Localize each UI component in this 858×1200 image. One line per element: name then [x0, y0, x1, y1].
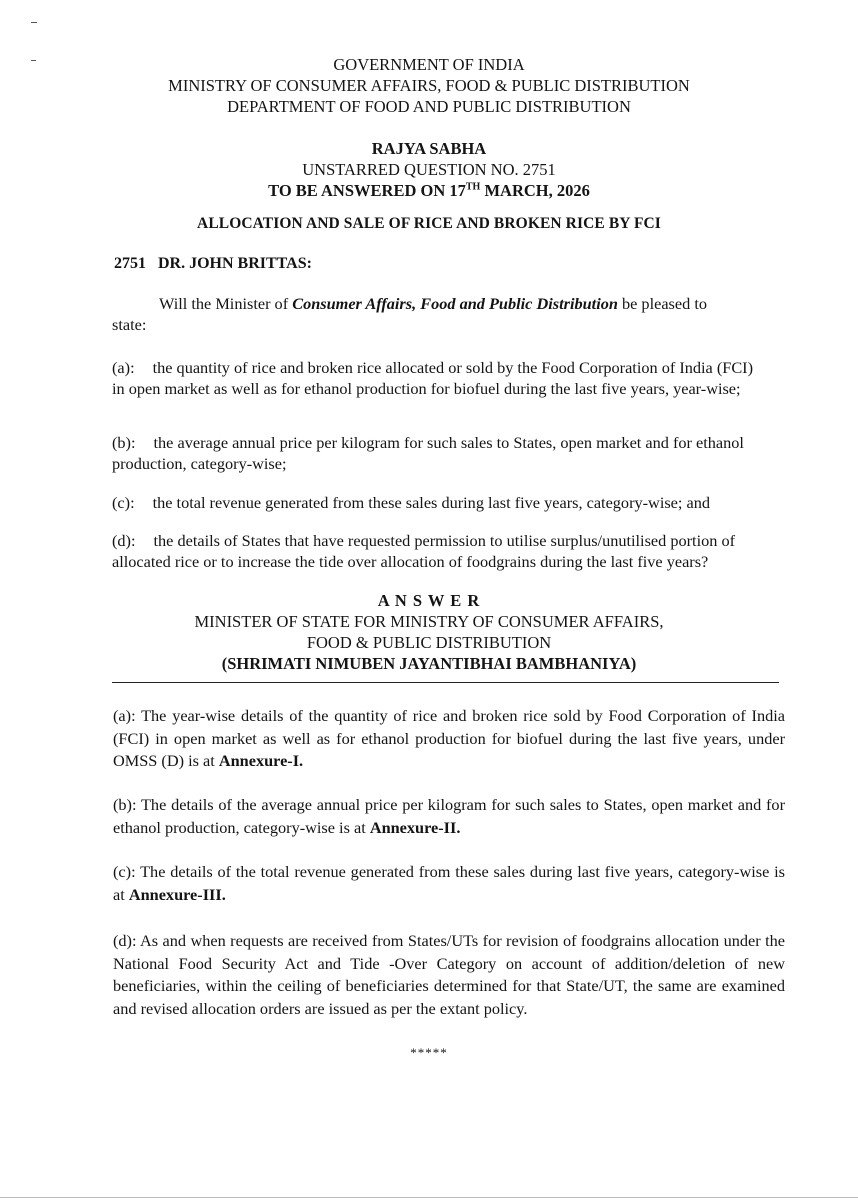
- question-part-a: [112, 357, 762, 399]
- answer-heading: A N S W E R: [377, 591, 481, 610]
- minister-name: (SHRIMATI NIMUBEN JAYANTIBHAI BAMBHANIYA): [221, 654, 637, 673]
- part-text: the average annual price per kilogram for such sales to States, open market and for ethanol production, category-wise;: [112, 433, 744, 473]
- ministry-name: Consumer Affairs, Food and Public Distribution: [292, 294, 618, 313]
- annexure-ref: Annexure-I.: [218, 751, 304, 770]
- question-number-line: UNSTARRED QUESTION NO. 2751: [302, 160, 556, 179]
- divider: [112, 682, 779, 683]
- answer-text: (b): The details of the average annual price per kilogram for such sales to States, open market and for ethanol production, category-wise is at: [113, 795, 785, 837]
- scan-edge: [0, 1197, 858, 1198]
- part-label: (d):: [112, 531, 136, 550]
- answer-part-b: [113, 794, 785, 839]
- minister-title-line2: FOOD & PUBLIC DISTRIBUTION: [306, 633, 552, 652]
- question-header: [0, 138, 858, 201]
- header-department: DEPARTMENT OF FOOD AND PUBLIC DISTRIBUTION: [227, 97, 631, 116]
- answer-part-a: [113, 705, 785, 773]
- question-subject: ALLOCATION AND SALE OF RICE AND BROKEN RICE BY FCI: [197, 215, 661, 232]
- header-ministry: MINISTRY OF CONSUMER AFFAIRS, FOOD & PUBLIC DISTRIBUTION: [168, 76, 690, 95]
- part-label: (c):: [112, 493, 135, 512]
- annexure-ref: Annexure-III.: [128, 884, 226, 904]
- government-header: [0, 54, 858, 117]
- answer-text: (a): The year-wise details of the quantity of rice and broken rice sold by Food Corporation of India (FCI) in open market as well as for ethanol production for biofuel during the last five years, under OMSS (D) is at: [113, 706, 785, 770]
- answer-date-suffix: MARCH, 2026: [480, 181, 590, 200]
- answer-part-d: [113, 930, 785, 1020]
- answer-text: (d): As and when requests are received from States/UTs for revision of foodgrains allocation under the National Food Security Act and Tide -Over Category on account of addition/deletion of new beneficiaries, within the ceiling of beneficiaries determined for that State/UT, the same are examined and revised allocation orders are issued as per the extant policy.: [113, 931, 785, 1018]
- question-member-line: [114, 255, 312, 273]
- part-text: the quantity of rice and broken rice allocated or sold by the Food Corporation of India (FCI) in open market as well as for ethanol production for biofuel during the last five years, year-wise;: [112, 358, 754, 398]
- question-number: 2751: [114, 255, 146, 272]
- part-label: (b):: [112, 433, 136, 452]
- annexure-ref: Annexure-II.: [369, 817, 461, 837]
- header-government: GOVERNMENT OF INDIA: [333, 55, 525, 74]
- intro-start: Will the Minister of: [159, 294, 293, 313]
- answer-header: [0, 590, 858, 674]
- answer-date: [0, 180, 858, 201]
- intro-line2: state:: [112, 315, 147, 334]
- answer-part-c: [113, 861, 785, 906]
- answer-date-prefix: TO BE ANSWERED ON 17: [268, 181, 466, 200]
- answer-text: (c): The details of the total revenue generated from these sales during last five years, category-wise is at: [113, 862, 785, 904]
- part-text: the total revenue generated from these sales during last five years, category-wise; and: [152, 493, 711, 512]
- intro-end: be pleased to: [617, 294, 707, 313]
- scan-mark: [31, 22, 37, 23]
- question-part-c: [112, 492, 792, 513]
- question-part-b: [112, 432, 762, 474]
- part-text: the details of States that have requested permission to utilise surplus/unutilised portion of allocated rice or to increase the tide over allocation of foodgrains during the last five years?: [112, 531, 736, 571]
- end-marker: *****: [410, 1045, 448, 1060]
- question-part-d: [112, 530, 777, 572]
- minister-title-line1: MINISTER OF STATE FOR MINISTRY OF CONSUMER AFFAIRS,: [194, 612, 664, 631]
- answer-date-sup: TH: [465, 181, 481, 193]
- part-label: (a):: [112, 358, 135, 377]
- member-name: DR. JOHN BRITTAS:: [158, 255, 312, 272]
- question-intro: [112, 293, 762, 335]
- house-name: RAJYA SABHA: [371, 139, 487, 158]
